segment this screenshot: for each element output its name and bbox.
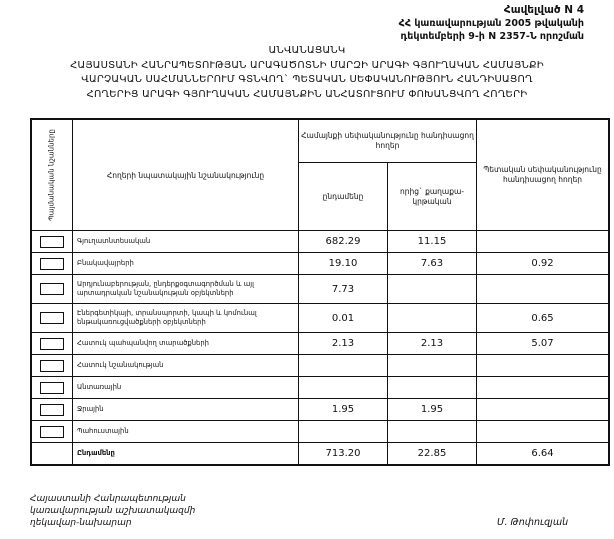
row-other (388, 275, 477, 304)
appendix-date: դեկտեմբերի 9-ի N 2357-Ն որոշման (400, 31, 584, 42)
row-total (299, 421, 388, 443)
appendix-number: Հավելված N 4 (503, 4, 584, 16)
signatory-line-3: ղեկավար-նախարար (30, 518, 132, 528)
row-state (477, 399, 610, 421)
row-total (299, 377, 388, 399)
legend-swatch (31, 253, 73, 275)
row-name: Բնակավայրերի (73, 253, 299, 275)
document-title: ԱՆՎԱՆԱՑԱՆԿ (268, 45, 346, 56)
total-code-cell (31, 443, 73, 466)
row-name: Հատուկ նշանակության (73, 355, 299, 377)
row-state: 5.07 (477, 333, 610, 355)
legend-swatch (31, 399, 73, 421)
table-row (31, 231, 609, 253)
header-code (31, 119, 73, 231)
signatory-line-2: կառավարության աշխատակազմի (30, 506, 196, 516)
legend-swatch (31, 304, 73, 333)
row-state: 0.92 (477, 253, 610, 275)
row-name: Գյուղատնտեսական (73, 231, 299, 253)
legend-swatch (31, 421, 73, 443)
legend-swatch (31, 275, 73, 304)
header-other: որից` քաղաքա-կրթական (388, 163, 477, 231)
row-other: 1.95 (388, 399, 477, 421)
row-state: 0.65 (477, 304, 610, 333)
row-name: Էներգետիկայի, տրանսպորտի, կապի և կոմունալ ենթակառուցվածքների օբյեկտների (73, 304, 299, 333)
row-total (299, 355, 388, 377)
header-code-label: Պայմանական նշանները (47, 129, 56, 221)
row-other (388, 355, 477, 377)
heading-line-3: ՀՈՂԵՐԻՑ ԱՐԱԳԻ ԳՅՈՒՂԱԿԱՆ ՀԱՄԱՅՆՔԻՆ ԱՆՀԱՏՈՒՑՈՒՄ ՓՈԽԱՆՑՎՈՂ ՀՈՂԵՐԻ (86, 88, 528, 100)
table-row (31, 399, 609, 421)
row-state (477, 231, 610, 253)
row-other: 7.63 (388, 253, 477, 275)
row-state (477, 275, 610, 304)
appendix-block (399, 4, 584, 43)
row-other (388, 377, 477, 399)
row-other (388, 421, 477, 443)
header-name: Հողերի նպատակային նշանակությունը (73, 119, 299, 231)
row-other (388, 304, 477, 333)
total-state: 6.64 (477, 443, 610, 466)
row-state (477, 355, 610, 377)
heading-line-2: ՎԱՐՉԱԿԱՆ ՍԱՀՄԱՆՆԵՐՈՒՄ ԳՏՆՎՈՂ` ՊԵՏԱԿԱՆ ՍԵՓԱԿԱՆՈՒԹՅՈՒՆ ՀԱՆԴԻՍԱՑՈՂ (81, 74, 533, 85)
signatory-title (30, 493, 195, 529)
land-table (30, 118, 610, 466)
row-name: Հատուկ պահպանվող տարածքների (73, 333, 299, 355)
header-state: Պետական սեփականությունը հանդիսացող հողեր (477, 119, 610, 231)
row-other: 2.13 (388, 333, 477, 355)
row-state (477, 377, 610, 399)
row-name: Անտառային (73, 377, 299, 399)
row-total: 682.29 (299, 231, 388, 253)
total-label: Ընդամենը (73, 443, 299, 466)
legend-swatch (31, 355, 73, 377)
table-row (31, 355, 609, 377)
row-name: Ջրային (73, 399, 299, 421)
header-total: ընդամենը (299, 163, 388, 231)
row-total: 19.10 (299, 253, 388, 275)
legend-swatch (31, 333, 73, 355)
appendix-decree: ՀՀ կառավարության 2005 թվականի (398, 18, 584, 29)
table-row (31, 333, 609, 355)
document-heading (20, 44, 594, 102)
heading-line-1: ՀԱՅԱՍՏԱՆԻ ՀԱՆՐԱՊԵՏՈՒԹՅԱՆ ԱՐԱԳԱԾՈՏՆԻ ՄԱՐԶԻ ԱՐԱԳԻ ԳՅՈՒՂԱԿԱՆ ՀԱՄԱՅՆՔԻ (70, 59, 544, 71)
row-total: 7.73 (299, 275, 388, 304)
row-total: 1.95 (299, 399, 388, 421)
table-row (31, 304, 609, 333)
legend-swatch (31, 231, 73, 253)
table-row (31, 253, 609, 275)
row-state (477, 421, 610, 443)
legend-swatch (31, 377, 73, 399)
total-total: 713.20 (299, 443, 388, 466)
table-row (31, 421, 609, 443)
total-other: 22.85 (388, 443, 477, 466)
row-other: 11.15 (388, 231, 477, 253)
total-row (31, 443, 609, 466)
row-name: Պահուստային (73, 421, 299, 443)
table-row (31, 377, 609, 399)
header-community: Համայնքի սեփականությունը հանդիսացող հողեր (299, 119, 477, 163)
row-total: 2.13 (299, 333, 388, 355)
signatory-name: Մ. Թոփուզյան (497, 517, 569, 528)
row-name: Արդյունաբերության, ընդերքօգտագործման և այլ արտադրական նշանակության օբյեկտների (73, 275, 299, 304)
signatory-line-1: Հայաստանի Հանրապետության (30, 494, 186, 504)
table-row (31, 275, 609, 304)
row-total: 0.01 (299, 304, 388, 333)
